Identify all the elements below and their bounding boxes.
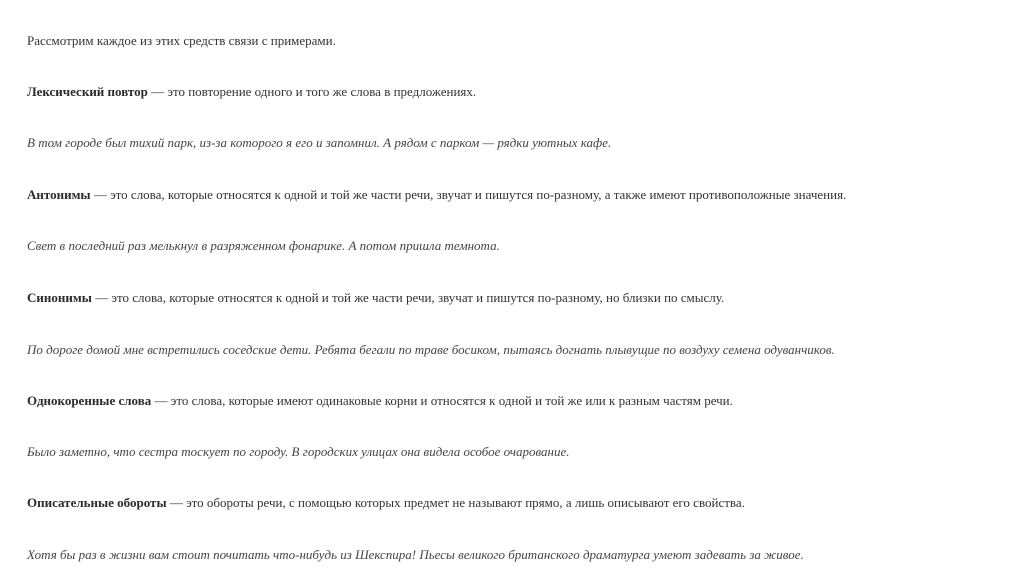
example-cognates: Было заметно, что сестра тоскует по городу. В городских улицах она видела особое очарование. — [27, 444, 570, 459]
definition-text: — это слова, которые имеют одинаковые корни и относятся к одной и той же или к разным частям речи. — [151, 393, 733, 408]
term-synonyms: Синонимы — [27, 290, 92, 305]
example-descriptive-phrases: Хотя бы раз в жизни вам стоит почитать что-нибудь из Шекспира! Пьесы великого британского драматурга умеют задевать за живое. — [27, 547, 804, 562]
definition-antonyms — [27, 187, 846, 203]
example-lexical-repeat: В том городе был тихий парк, из-за которого я его и запомнил. А рядом с парком — рядки уютных кафе. — [27, 135, 612, 150]
definition-text: — это слова, которые относятся к одной и той же части речи, звучат и пишутся по-разному, но близки по смыслу. — [91, 290, 725, 305]
definition-synonyms — [27, 290, 724, 306]
definition-text: — это слова, которые относятся к одной и той же части речи, звучат и пишутся по-разному, а также имеют противоположные значения. — [90, 187, 847, 202]
definition-lexical-repeat — [27, 84, 476, 100]
definition-cognates — [27, 393, 733, 409]
term-descriptive-phrases: Описательные обороты — [27, 495, 167, 510]
definition-text: — это повторение одного и того же слова в предложениях. — [147, 84, 477, 99]
example-antonyms: Свет в последний раз мелькнул в разряженном фонарике. А потом пришла темнота. — [27, 238, 500, 253]
term-antonyms: Антонимы — [27, 187, 91, 202]
intro-text: Рассмотрим каждое из этих средств связи с примерами. — [27, 33, 336, 48]
term-lexical-repeat: Лексический повтор — [27, 84, 148, 99]
term-cognates: Однокоренные слова — [27, 393, 152, 408]
example-synonyms: По дороге домой мне встретились соседские дети. Ребята бегали по траве босиком, пытаясь догнать плывущие по воздуху семена одуванчиков. — [27, 342, 835, 357]
definition-text: — это обороты речи, с помощью которых предмет не называют прямо, а лишь описывают его свойства. — [166, 495, 745, 510]
definition-descriptive-phrases — [27, 495, 745, 511]
